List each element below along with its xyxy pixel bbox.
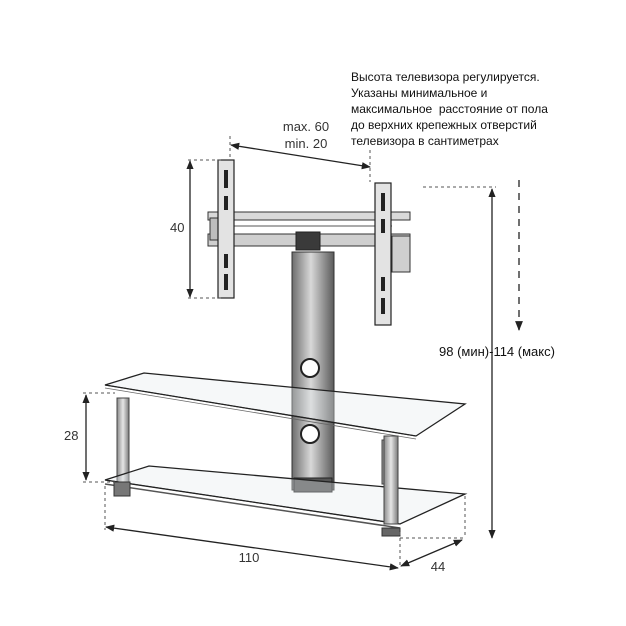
bottom-glass-shelf: [105, 466, 465, 524]
dim-label-width: 110: [238, 550, 260, 565]
dim-label-depth: 44: [430, 559, 446, 574]
dim-label-shelf-gap: 28: [64, 428, 79, 443]
dim-label-height-range: 98 (мин)-114 (макс): [439, 344, 555, 359]
top-glass-shelf: [105, 373, 465, 436]
dim-label-bracket-max: max. 60: [282, 119, 330, 134]
dim-label-bracket-min: min. 20: [284, 136, 328, 151]
note-line: Указаны минимальное и: [351, 86, 488, 100]
note-line: телевизора в сантиметрах: [351, 134, 499, 148]
note-line: Высота телевизора регулируется.: [351, 70, 540, 84]
support-column: [292, 252, 334, 492]
dim-label-bracket-height: 40: [170, 220, 185, 235]
note-line: до верхних крепежных отверстий: [351, 118, 537, 132]
note-line: максимальное расстояние от пола: [351, 102, 548, 116]
